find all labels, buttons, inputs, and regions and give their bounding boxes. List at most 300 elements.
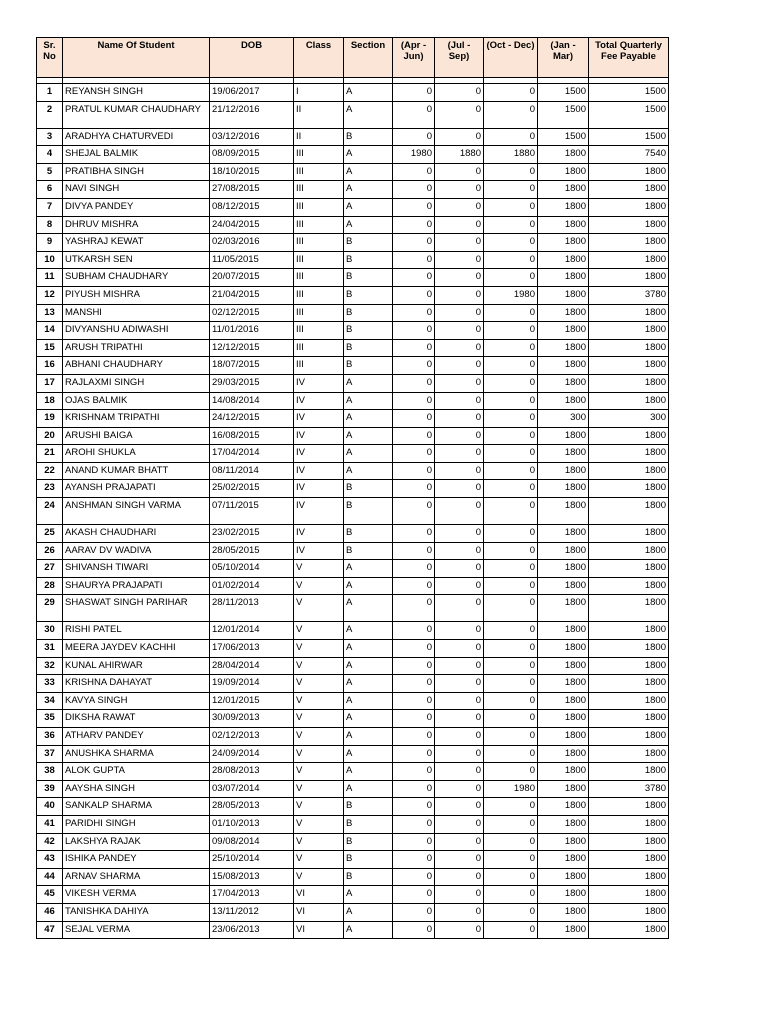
oct-dec-cell: 0 (484, 577, 538, 595)
total-cell: 1800 (589, 851, 669, 869)
name-cell: KAVYA SINGH (63, 692, 210, 710)
table-row (37, 763, 669, 781)
class-cell: IV (294, 480, 344, 498)
dob-cell: 17/04/2014 (210, 445, 294, 463)
section-cell: A (344, 921, 393, 939)
name-cell: KRISHNAM TRIPATHI (63, 410, 210, 428)
oct-dec-cell: 0 (484, 339, 538, 357)
dob-cell: 23/02/2015 (210, 525, 294, 543)
section-cell: A (344, 462, 393, 480)
class-cell: IV (294, 445, 344, 463)
total-cell: 1800 (589, 675, 669, 693)
sr-no-cell: 11 (37, 269, 63, 287)
oct-dec-cell: 0 (484, 798, 538, 816)
jul-sep-cell: 0 (435, 128, 484, 146)
class-cell: VI (294, 886, 344, 904)
name-cell: ANUSHKA SHARMA (63, 745, 210, 763)
jan-mar-cell: 1500 (538, 128, 589, 146)
class-cell: IV (294, 427, 344, 445)
oct-dec-cell: 0 (484, 763, 538, 781)
total-cell: 1800 (589, 657, 669, 675)
section-cell: A (344, 675, 393, 693)
sr-no-cell: 12 (37, 286, 63, 304)
jan-mar-cell: 1800 (538, 251, 589, 269)
total-cell: 1800 (589, 921, 669, 939)
class-cell: V (294, 595, 344, 622)
sr-no-cell: 45 (37, 886, 63, 904)
oct-dec-cell: 0 (484, 462, 538, 480)
apr-jun-cell: 0 (393, 410, 435, 428)
sr-no-cell: 6 (37, 181, 63, 199)
jan-mar-cell: 1800 (538, 577, 589, 595)
jul-sep-cell: 0 (435, 357, 484, 375)
jan-mar-cell: 1800 (538, 392, 589, 410)
jan-mar-cell: 1800 (538, 427, 589, 445)
sr-no-cell: 40 (37, 798, 63, 816)
jan-mar-cell: 1800 (538, 374, 589, 392)
name-cell: TANISHKA DAHIYA (63, 903, 210, 921)
total-cell: 1800 (589, 445, 669, 463)
name-cell: LAKSHYA RAJAK (63, 833, 210, 851)
jan-mar-cell: 1800 (538, 657, 589, 675)
apr-jun-cell: 0 (393, 595, 435, 622)
table-row (37, 374, 669, 392)
oct-dec-cell: 0 (484, 101, 538, 128)
dob-cell: 29/03/2015 (210, 374, 294, 392)
jul-sep-cell: 0 (435, 498, 484, 525)
dob-cell: 12/01/2014 (210, 622, 294, 640)
section-cell: A (344, 374, 393, 392)
name-cell: ARADHYA CHATURVEDI (63, 128, 210, 146)
table-row (37, 392, 669, 410)
jul-sep-cell: 0 (435, 374, 484, 392)
jan-mar-cell: 1800 (538, 498, 589, 525)
section-cell: B (344, 286, 393, 304)
sr-no-cell: 20 (37, 427, 63, 445)
apr-jun-cell: 0 (393, 216, 435, 234)
section-cell: B (344, 128, 393, 146)
name-cell: DIVYANSHU ADIWASHI (63, 322, 210, 340)
jan-mar-cell: 300 (538, 410, 589, 428)
jul-sep-cell: 0 (435, 692, 484, 710)
dob-cell: 01/02/2014 (210, 577, 294, 595)
section-cell: A (344, 216, 393, 234)
apr-jun-cell: 0 (393, 128, 435, 146)
jan-mar-cell: 1800 (538, 542, 589, 560)
total-cell: 1800 (589, 392, 669, 410)
name-cell: AAYSHA SINGH (63, 780, 210, 798)
apr-jun-cell: 0 (393, 322, 435, 340)
name-cell: KUNAL AHIRWAR (63, 657, 210, 675)
jul-sep-cell: 0 (435, 833, 484, 851)
name-cell: MANSHI (63, 304, 210, 322)
table-row (37, 163, 669, 181)
oct-dec-cell: 0 (484, 84, 538, 102)
sr-no-cell: 16 (37, 357, 63, 375)
dob-cell: 08/12/2015 (210, 198, 294, 216)
header-row (37, 38, 669, 78)
dob-cell: 18/10/2015 (210, 163, 294, 181)
section-cell: B (344, 357, 393, 375)
table-row (37, 216, 669, 234)
name-cell: KRISHNA DAHAYAT (63, 675, 210, 693)
total-cell: 300 (589, 410, 669, 428)
jul-sep-cell: 0 (435, 921, 484, 939)
total-cell: 1800 (589, 542, 669, 560)
jan-mar-cell: 1800 (538, 710, 589, 728)
class-cell: V (294, 622, 344, 640)
total-cell: 1800 (589, 357, 669, 375)
sr-no-cell: 2 (37, 101, 63, 128)
section-cell: B (344, 480, 393, 498)
oct-dec-cell: 0 (484, 728, 538, 746)
total-cell: 1800 (589, 640, 669, 658)
apr-jun-cell: 0 (393, 181, 435, 199)
oct-dec-cell: 0 (484, 216, 538, 234)
class-cell: IV (294, 542, 344, 560)
total-cell: 1800 (589, 374, 669, 392)
class-cell: V (294, 657, 344, 675)
apr-jun-cell: 0 (393, 84, 435, 102)
name-cell: OJAS BALMIK (63, 392, 210, 410)
apr-jun-cell: 0 (393, 339, 435, 357)
jan-mar-cell: 1800 (538, 886, 589, 904)
dob-cell: 28/05/2015 (210, 542, 294, 560)
section-cell: A (344, 198, 393, 216)
class-cell: V (294, 833, 344, 851)
total-cell: 1800 (589, 728, 669, 746)
sr-no-cell: 5 (37, 163, 63, 181)
apr-jun-cell: 0 (393, 763, 435, 781)
oct-dec-cell: 0 (484, 427, 538, 445)
oct-dec-cell: 0 (484, 868, 538, 886)
table-row (37, 780, 669, 798)
total-cell: 1800 (589, 560, 669, 578)
dob-cell: 17/06/2013 (210, 640, 294, 658)
oct-dec-cell: 0 (484, 815, 538, 833)
class-cell: V (294, 815, 344, 833)
sr-no-cell: 35 (37, 710, 63, 728)
table-row (37, 462, 669, 480)
header-class: Class (294, 38, 344, 78)
apr-jun-cell: 0 (393, 101, 435, 128)
class-cell: V (294, 640, 344, 658)
jan-mar-cell: 1800 (538, 480, 589, 498)
table-row (37, 445, 669, 463)
apr-jun-cell: 0 (393, 427, 435, 445)
name-cell: ARNAV SHARMA (63, 868, 210, 886)
total-cell: 1800 (589, 595, 669, 622)
jan-mar-cell: 1800 (538, 780, 589, 798)
header-jul-sep: (Jul - Sep) (435, 38, 484, 78)
section-cell: B (344, 251, 393, 269)
name-cell: UTKARSH SEN (63, 251, 210, 269)
table-row (37, 101, 669, 128)
jan-mar-cell: 1800 (538, 868, 589, 886)
sr-no-cell: 19 (37, 410, 63, 428)
name-cell: PARIDHI SINGH (63, 815, 210, 833)
total-cell: 1800 (589, 304, 669, 322)
oct-dec-cell: 0 (484, 304, 538, 322)
table-row (37, 198, 669, 216)
name-cell: SHASWAT SINGH PARIHAR (63, 595, 210, 622)
jul-sep-cell: 0 (435, 886, 484, 904)
jan-mar-cell: 1800 (538, 851, 589, 869)
class-cell: II (294, 101, 344, 128)
table-row (37, 710, 669, 728)
dob-cell: 17/04/2013 (210, 886, 294, 904)
jul-sep-cell: 0 (435, 181, 484, 199)
jan-mar-cell: 1800 (538, 560, 589, 578)
table-row (37, 269, 669, 287)
section-cell: A (344, 780, 393, 798)
table-body (37, 78, 669, 939)
jul-sep-cell: 0 (435, 462, 484, 480)
name-cell: SHEJAL BALMIK (63, 146, 210, 164)
jan-mar-cell: 1800 (538, 339, 589, 357)
dob-cell: 24/04/2015 (210, 216, 294, 234)
jan-mar-cell: 1800 (538, 745, 589, 763)
oct-dec-cell: 0 (484, 181, 538, 199)
section-cell: A (344, 101, 393, 128)
section-cell: A (344, 84, 393, 102)
sr-no-cell: 10 (37, 251, 63, 269)
section-cell: A (344, 445, 393, 463)
section-cell: A (344, 886, 393, 904)
jan-mar-cell: 1800 (538, 595, 589, 622)
name-cell: SHIVANSH TIWARI (63, 560, 210, 578)
sr-no-cell: 8 (37, 216, 63, 234)
table-row (37, 542, 669, 560)
name-cell: PIYUSH MISHRA (63, 286, 210, 304)
jan-mar-cell: 1500 (538, 84, 589, 102)
table-row (37, 251, 669, 269)
total-cell: 1800 (589, 480, 669, 498)
section-cell: B (344, 234, 393, 252)
sr-no-cell: 33 (37, 675, 63, 693)
apr-jun-cell: 0 (393, 462, 435, 480)
sr-no-cell: 25 (37, 525, 63, 543)
jan-mar-cell: 1800 (538, 445, 589, 463)
sr-no-cell: 9 (37, 234, 63, 252)
oct-dec-cell: 0 (484, 128, 538, 146)
dob-cell: 01/10/2013 (210, 815, 294, 833)
class-cell: II (294, 128, 344, 146)
dob-cell: 28/05/2013 (210, 798, 294, 816)
section-cell: B (344, 269, 393, 287)
jul-sep-cell: 0 (435, 851, 484, 869)
jul-sep-cell: 0 (435, 286, 484, 304)
total-cell: 1800 (589, 498, 669, 525)
sr-no-cell: 26 (37, 542, 63, 560)
header-jan-mar: (Jan - Mar) (538, 38, 589, 78)
table-row (37, 833, 669, 851)
oct-dec-cell: 0 (484, 622, 538, 640)
sr-no-cell: 43 (37, 851, 63, 869)
jan-mar-cell: 1800 (538, 921, 589, 939)
class-cell: V (294, 798, 344, 816)
sr-no-cell: 47 (37, 921, 63, 939)
apr-jun-cell: 0 (393, 374, 435, 392)
header-sr-no: Sr. No (37, 38, 63, 78)
section-cell: A (344, 710, 393, 728)
oct-dec-cell: 0 (484, 445, 538, 463)
jul-sep-cell: 0 (435, 595, 484, 622)
class-cell: VI (294, 921, 344, 939)
jul-sep-cell: 0 (435, 577, 484, 595)
dob-cell: 12/01/2015 (210, 692, 294, 710)
apr-jun-cell: 1980 (393, 146, 435, 164)
table-row (37, 577, 669, 595)
jul-sep-cell: 0 (435, 216, 484, 234)
table-row (37, 921, 669, 939)
table-row (37, 657, 669, 675)
jul-sep-cell: 0 (435, 622, 484, 640)
apr-jun-cell: 0 (393, 392, 435, 410)
jul-sep-cell: 0 (435, 868, 484, 886)
name-cell: DIKSHA RAWAT (63, 710, 210, 728)
table-row (37, 480, 669, 498)
oct-dec-cell: 0 (484, 410, 538, 428)
table-row (37, 498, 669, 525)
sr-no-cell: 41 (37, 815, 63, 833)
sr-no-cell: 22 (37, 462, 63, 480)
dob-cell: 12/12/2015 (210, 339, 294, 357)
sr-no-cell: 44 (37, 868, 63, 886)
class-cell: V (294, 710, 344, 728)
class-cell: IV (294, 410, 344, 428)
jan-mar-cell: 1800 (538, 622, 589, 640)
apr-jun-cell: 0 (393, 445, 435, 463)
jul-sep-cell: 0 (435, 542, 484, 560)
section-cell: A (344, 577, 393, 595)
table-row (37, 128, 669, 146)
section-cell: A (344, 595, 393, 622)
class-cell: IV (294, 392, 344, 410)
apr-jun-cell: 0 (393, 560, 435, 578)
jul-sep-cell: 0 (435, 763, 484, 781)
sr-no-cell: 34 (37, 692, 63, 710)
dob-cell: 11/01/2016 (210, 322, 294, 340)
table-row (37, 798, 669, 816)
dob-cell: 28/04/2014 (210, 657, 294, 675)
apr-jun-cell: 0 (393, 498, 435, 525)
apr-jun-cell: 0 (393, 251, 435, 269)
table-row (37, 622, 669, 640)
class-cell: III (294, 181, 344, 199)
jan-mar-cell: 1800 (538, 640, 589, 658)
table-row (37, 560, 669, 578)
section-cell: B (344, 322, 393, 340)
name-cell: YASHRAJ KEWAT (63, 234, 210, 252)
jan-mar-cell: 1800 (538, 269, 589, 287)
dob-cell: 02/12/2013 (210, 728, 294, 746)
name-cell: AROHI SHUKLA (63, 445, 210, 463)
total-cell: 1500 (589, 84, 669, 102)
name-cell: ABHANI CHAUDHARY (63, 357, 210, 375)
dob-cell: 21/04/2015 (210, 286, 294, 304)
name-cell: PRATIBHA SINGH (63, 163, 210, 181)
header-apr-jun: (Apr - Jun) (393, 38, 435, 78)
sr-no-cell: 15 (37, 339, 63, 357)
name-cell: DIVYA PANDEY (63, 198, 210, 216)
class-cell: III (294, 234, 344, 252)
sr-no-cell: 32 (37, 657, 63, 675)
total-cell: 1800 (589, 833, 669, 851)
jul-sep-cell: 0 (435, 480, 484, 498)
total-cell: 1500 (589, 128, 669, 146)
section-cell: B (344, 798, 393, 816)
total-cell: 1800 (589, 234, 669, 252)
header-total: Total Quarterly Fee Payable (589, 38, 669, 78)
apr-jun-cell: 0 (393, 868, 435, 886)
table-row (37, 675, 669, 693)
table-row (37, 851, 669, 869)
name-cell: PRATUL KUMAR CHAUDHARY (63, 101, 210, 128)
total-cell: 1800 (589, 251, 669, 269)
apr-jun-cell: 0 (393, 728, 435, 746)
class-cell: V (294, 780, 344, 798)
table-row (37, 525, 669, 543)
jul-sep-cell: 0 (435, 339, 484, 357)
oct-dec-cell: 0 (484, 833, 538, 851)
total-cell: 3780 (589, 286, 669, 304)
name-cell: VIKESH VERMA (63, 886, 210, 904)
total-cell: 1800 (589, 163, 669, 181)
dob-cell: 19/09/2014 (210, 675, 294, 693)
jul-sep-cell: 0 (435, 410, 484, 428)
jul-sep-cell: 0 (435, 84, 484, 102)
jul-sep-cell: 0 (435, 657, 484, 675)
jan-mar-cell: 1800 (538, 146, 589, 164)
section-cell: A (344, 640, 393, 658)
total-cell: 1800 (589, 198, 669, 216)
sr-no-cell: 28 (37, 577, 63, 595)
dob-cell: 20/07/2015 (210, 269, 294, 287)
dob-cell: 08/11/2014 (210, 462, 294, 480)
name-cell: SEJAL VERMA (63, 921, 210, 939)
jul-sep-cell: 0 (435, 710, 484, 728)
class-cell: III (294, 339, 344, 357)
dob-cell: 05/10/2014 (210, 560, 294, 578)
oct-dec-cell: 0 (484, 675, 538, 693)
sr-no-cell: 4 (37, 146, 63, 164)
jul-sep-cell: 0 (435, 728, 484, 746)
apr-jun-cell: 0 (393, 657, 435, 675)
jan-mar-cell: 1800 (538, 198, 589, 216)
apr-jun-cell: 0 (393, 304, 435, 322)
dob-cell: 19/06/2017 (210, 84, 294, 102)
apr-jun-cell: 0 (393, 622, 435, 640)
class-cell: V (294, 728, 344, 746)
jul-sep-cell: 0 (435, 251, 484, 269)
oct-dec-cell: 1980 (484, 286, 538, 304)
apr-jun-cell: 0 (393, 710, 435, 728)
class-cell: III (294, 163, 344, 181)
class-cell: V (294, 763, 344, 781)
jan-mar-cell: 1800 (538, 216, 589, 234)
class-cell: IV (294, 374, 344, 392)
class-cell: V (294, 745, 344, 763)
oct-dec-cell: 0 (484, 269, 538, 287)
class-cell: III (294, 216, 344, 234)
total-cell: 1500 (589, 101, 669, 128)
jul-sep-cell: 0 (435, 163, 484, 181)
table-row (37, 745, 669, 763)
apr-jun-cell: 0 (393, 692, 435, 710)
dob-cell: 08/09/2015 (210, 146, 294, 164)
jan-mar-cell: 1800 (538, 763, 589, 781)
